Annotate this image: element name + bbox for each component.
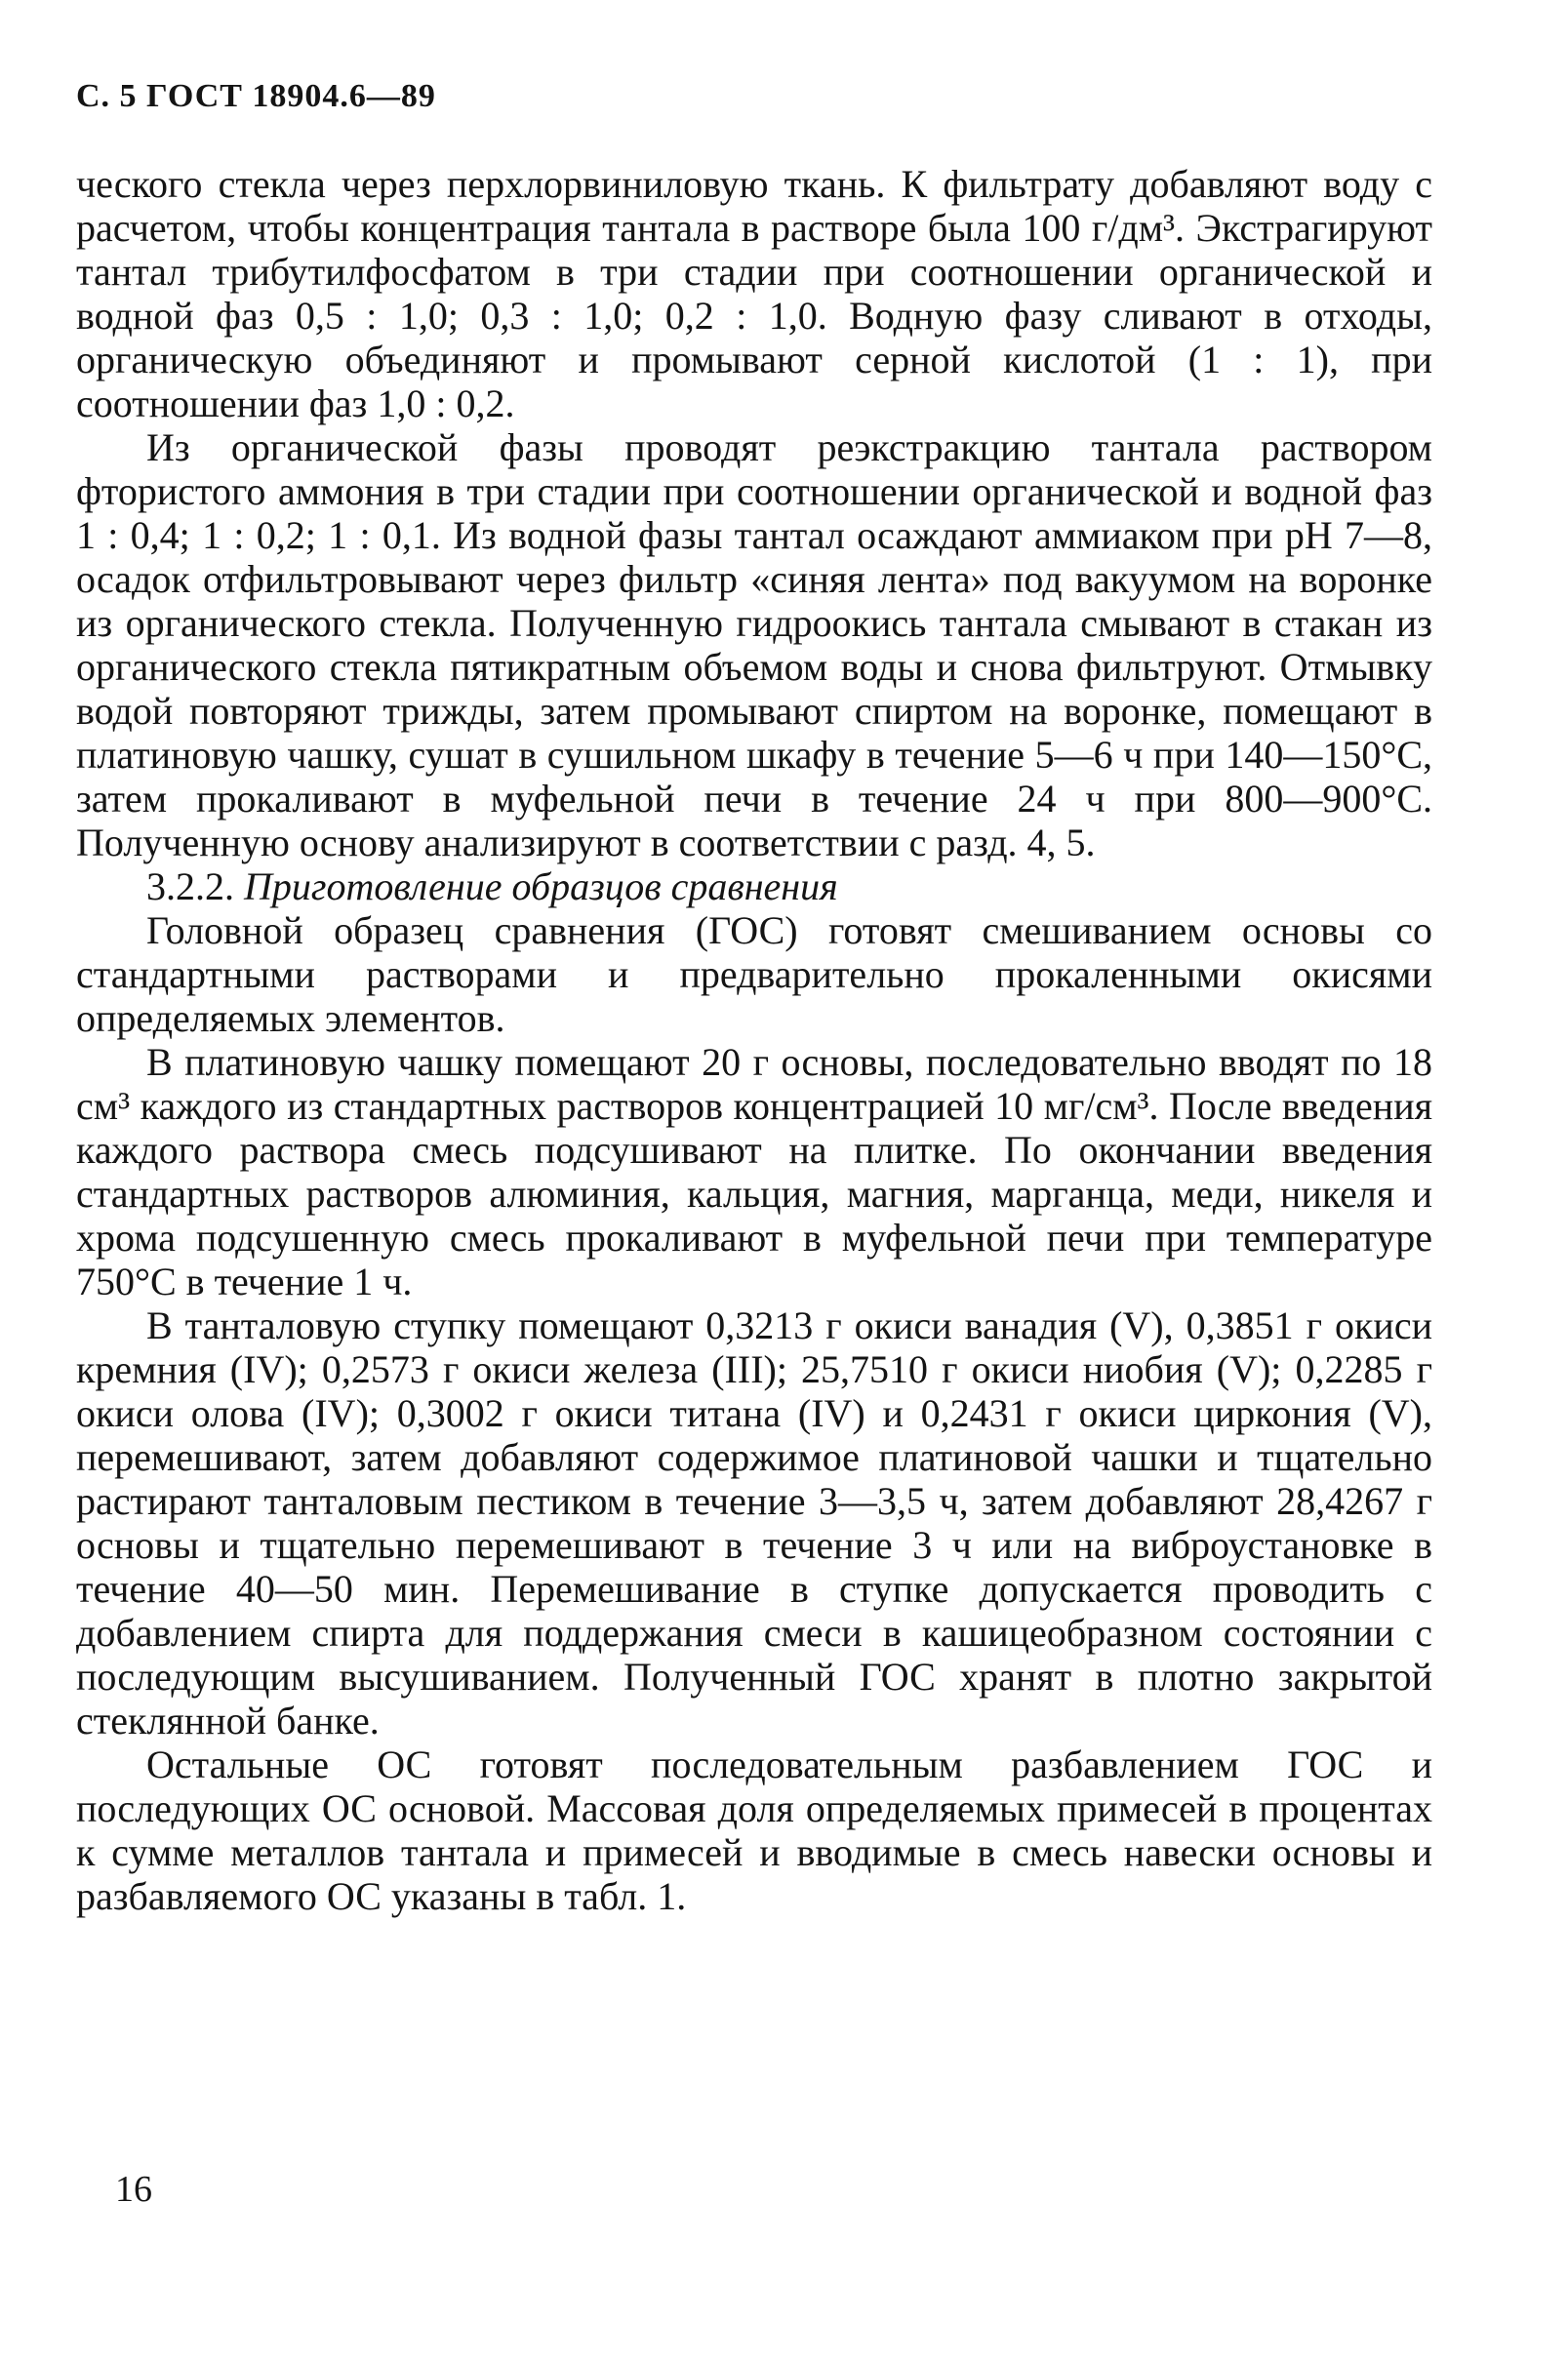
paragraph-tantalum-mortar: В танталовую ступку помещают 0,3213 г окиси ванадия (V), 0,3851 г окиси кремния (IV); 0,2573 г окиси железа (III); 25,7510 г окиси ниобия (V); 0,2285 г окиси олова (IV); 0,3002 г окиси титана (IV) и 0,2431 г окиси циркония (V), перемешивают, затем добавляют содержимое платиновой чашки и тщательно растирают танталовым пестиком в течение 3—3,5 ч, затем добавляют 28,4267 г основы и тщательно перемешивают в течение 3 ч или на виброустановке в течение 40—50 мин. Перемешивание в ступке допускается проводить с добавлением спирта для поддержания смеси в кашицеобразном состоянии с последующим высушиванием. Полученный ГОС хранят в плотно закрытой стеклянной банке.	[76, 1303, 1432, 1742]
paragraph-other-samples: Остальные ОС готовят последовательным разбавлением ГОС и последующих ОС основой. Массовая доля определяемых примесей в процентах к сумме металлов тантала и примесей и вводимые в смесь навески основы и разбавляемого ОС указаны в табл. 1.	[76, 1742, 1432, 1918]
document-body	[76, 162, 1432, 1918]
section-number: 3.2.2.	[146, 864, 234, 908]
paragraph-reextraction: Из органической фазы проводят реэкстракцию тантала раствором фтористого аммония в три стадии при соотношении органической и водной фаз 1 : 0,4; 1 : 0,2; 1 : 0,1. Из водной фазы тантал осаждают аммиаком при pH 7—8, осадок отфильтровывают через фильтр «синяя лента» под вакуумом на воронке из органического стекла. Полученную гидроокись тантала смывают в стакан из органического стекла пятикратным объемом воды и снова фильтруют. Отмывку водой повторяют трижды, затем промывают спиртом на воронке, помещают в платиновую чашку, сушат в сушильном шкафу в течение 5—6 ч при 140—150°С, затем прокаливают в муфельной печи в течение 24 ч при 800—900°С. Полученную основу анализируют в соответствии с разд. 4, 5.	[76, 425, 1432, 864]
paragraph-gos-definition: Головной образец сравнения (ГОС) готовят смешиванием основы со стандартными растворами и предварительно прокаленными окисями определяемых элементов.	[76, 908, 1432, 1040]
page-number: 16	[115, 2169, 152, 2210]
document-page	[76, 78, 1432, 1918]
section-heading	[76, 864, 1432, 908]
paragraph-platinum-cup: В платиновую чашку помещают 20 г основы, последовательно вводят по 18 см³ каждого из стандартных растворов концентрацией 10 мг/см³. После введения каждого раствора смесь подсушивают на плитке. По окончании введения стандартных растворов алюминия, кальция, магния, марганца, меди, никеля и хрома подсушенную смесь прокаливают в муфельной печи при температуре 750°С в течение 1 ч.	[76, 1040, 1432, 1303]
section-title: Приготовление образцов сравнения	[244, 864, 838, 908]
page-header: С. 5 ГОСТ 18904.6—89	[76, 78, 436, 114]
paragraph-continuation: ческого стекла через перхлорвиниловую ткань. К фильтрату добавляют воду с расчетом, чтобы концентрация тантала в растворе была 100 г/дм³. Экстрагируют тантал трибутилфосфатом в три стадии при соотношении органической и водной фаз 0,5 : 1,0; 0,3 : 1,0; 0,2 : 1,0. Водную фазу сливают в отходы, органическую объединяют и промывают серной кислотой (1 : 1), при соотношении фаз 1,0 : 0,2.	[76, 162, 1432, 425]
